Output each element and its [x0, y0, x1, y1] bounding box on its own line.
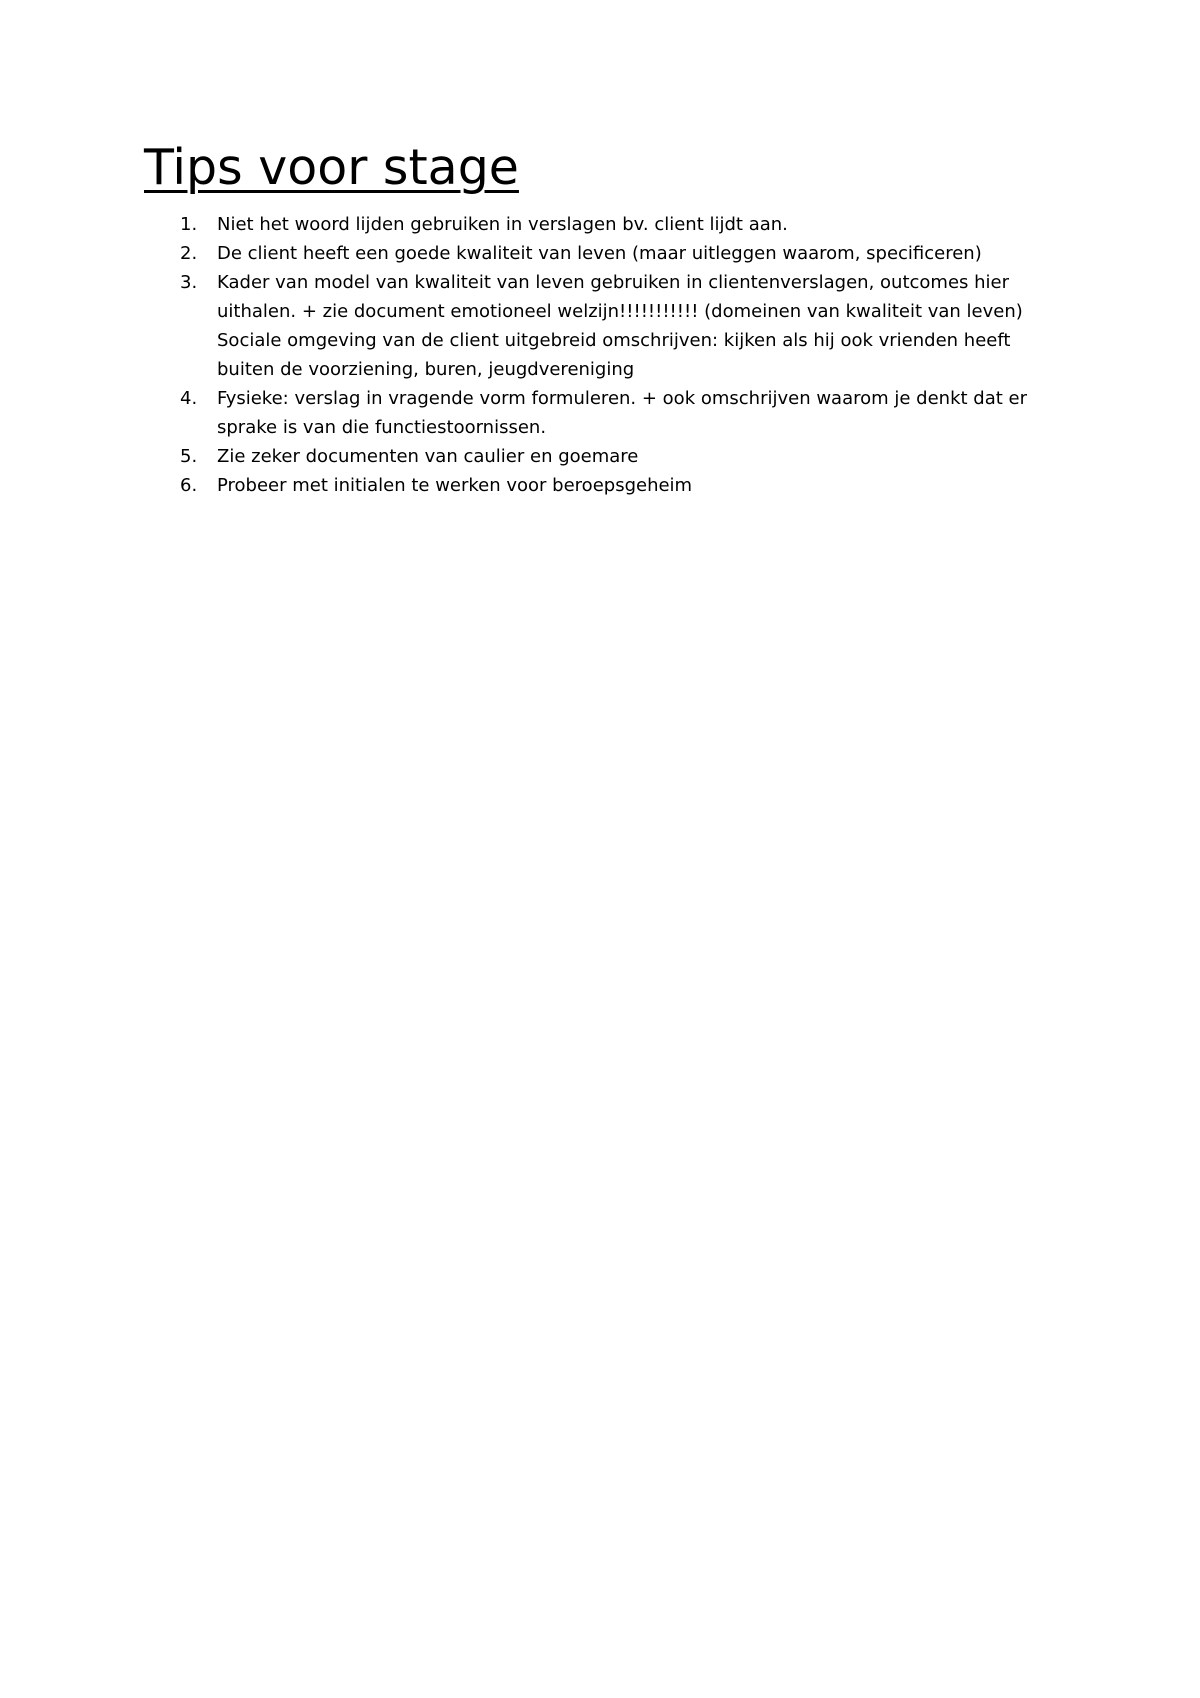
list-item-line: Kader van model van kwaliteit van leven gebruiken in clientenverslagen, outcomes hier — [217, 272, 1010, 293]
list-item — [144, 239, 1044, 268]
list-item-line: De client heeft een goede kwaliteit van leven (maar uitleggen waarom, specificeren) — [217, 243, 982, 264]
list-item-text — [217, 471, 1044, 500]
list-item — [144, 442, 1044, 471]
list-item-text — [217, 442, 1044, 471]
document-title: Tips voor stage — [144, 139, 519, 196]
list-item-number: 5. — [180, 446, 198, 467]
list-item — [144, 210, 1044, 239]
list-item-line: Zie zeker documenten van caulier en goemare — [217, 446, 639, 467]
list-item-text — [217, 384, 1044, 442]
list-item-line: uithalen. + zie document emotioneel welzijn!!!!!!!!!!! (domeinen van kwaliteit van leven) — [217, 301, 1023, 322]
list-item-line: Sociale omgeving van de client uitgebreid omschrijven: kijken als hij ook vrienden heeft — [217, 330, 1011, 351]
list-item-line: sprake is van die functiestoornissen. — [217, 417, 547, 438]
list-item — [144, 384, 1044, 442]
list-item-number: 6. — [180, 475, 198, 496]
list-item-line: Fysieke: verslag in vragende vorm formuleren. + ook omschrijven waarom je denkt dat er — [217, 388, 1027, 409]
list-item-number: 3. — [180, 272, 198, 293]
list-item-text — [217, 268, 1044, 384]
list-item-line: Probeer met initialen te werken voor beroepsgeheim — [217, 475, 693, 496]
list-item-text — [217, 239, 1044, 268]
list-item-line: Niet het woord lijden gebruiken in verslagen bv. client lijdt aan. — [217, 214, 788, 235]
list-item — [144, 268, 1044, 384]
list-item-number: 1. — [180, 214, 198, 235]
list-item-number: 2. — [180, 243, 198, 264]
tips-list — [144, 210, 1044, 500]
list-item-number: 4. — [180, 388, 198, 409]
list-item — [144, 471, 1044, 500]
list-item-text — [217, 210, 1044, 239]
list-item-line: buiten de voorziening, buren, jeugdvereniging — [217, 359, 635, 380]
